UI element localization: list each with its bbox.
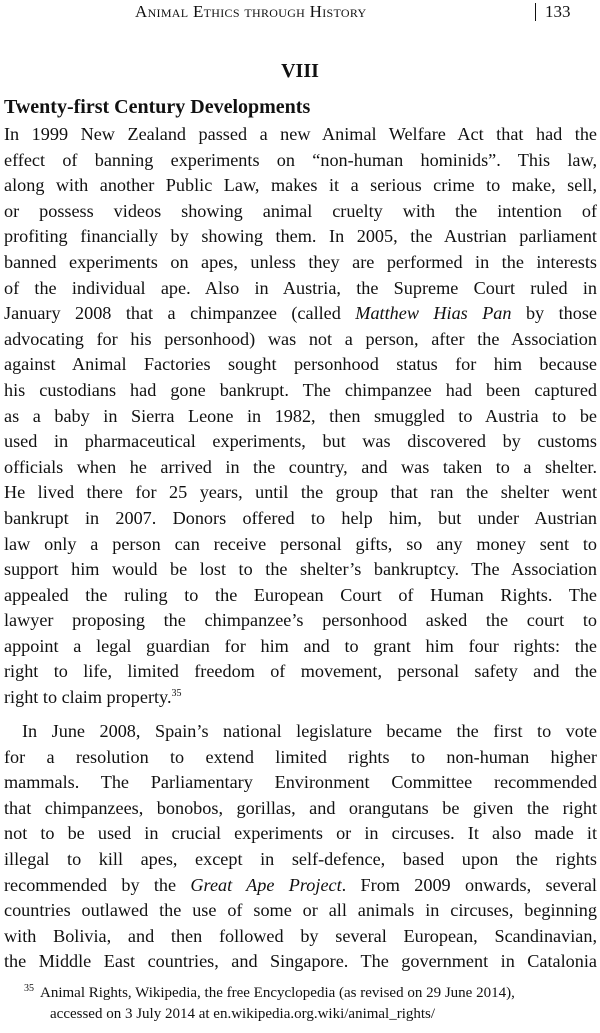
text-run: January 2008 that a chimpanzee (called [4, 303, 356, 324]
text-line [4, 301, 597, 327]
section-number: VIII [281, 60, 319, 82]
text-line: right to life, limited freedom of movement, personal safety and the [4, 661, 597, 682]
text-line: advocating for his personhood) was not a person, after the Association [4, 328, 597, 349]
text-run: recommended by the [4, 874, 191, 895]
text-line: illegal to kill apes, except in self-defence, based upon the rights [4, 848, 597, 869]
text-line: He lived there for 25 years, until the group that ran the shelter went [4, 482, 597, 503]
text-line: as a baby in Sierra Leone in 1982, then smuggled to Austria to be [4, 405, 597, 426]
text-run: by those [511, 303, 597, 324]
footnote-line [24, 983, 594, 1004]
text-line: In June 2008, Spain’s national legislature became the first to vote [22, 721, 597, 741]
running-title: Animal Ethics through History [135, 2, 367, 21]
header-separator [535, 3, 536, 21]
text-line: along with another Public Law, makes it a serious crime to make, sell, [4, 175, 597, 196]
text-line: not to be used in crucial experiments or in circuses. It also made it [4, 823, 597, 844]
text-line: his custodians had gone bankrupt. The chimpanzee had been captured [4, 379, 597, 400]
text-line [4, 873, 597, 899]
text-line: officials when he arrived in the country, and was taken to a shelter. [4, 456, 597, 477]
page-number: 133 [545, 2, 571, 21]
paragraph-2 [4, 719, 597, 975]
text-line: countries outlawed the use of some or all animals in circuses, beginning [4, 900, 597, 921]
footnote-line: accessed on 3 July 2014 at en.wikipedia.org.wiki/animal_rights/ [50, 1006, 436, 1022]
footnote-text: Animal Rights, Wikipedia, the free Encyclopedia (as revised on 29 June 2014), [40, 985, 515, 1001]
project-title: Great Ape Project [190, 874, 342, 895]
text-line: banned experiments on apes, unless they are performed in the interests [4, 251, 597, 272]
text-line: appealed the ruling to the European Court of Human Rights. The [4, 584, 597, 605]
footnote-reference: 35 [171, 688, 182, 699]
paragraph-1 [4, 122, 597, 711]
text-line: of the individual ape. Also in Austria, the Supreme Court ruled in [4, 277, 597, 298]
text-line: profiting financially by showing them. In 2005, the Austrian parliament [4, 226, 597, 247]
text-line: against Animal Factories sought personhood status for him because [4, 354, 597, 375]
text-line: lawyer proposing the chimpanzee’s personhood asked the court to [4, 610, 597, 631]
section-heading: Twenty-first Century Developments [4, 96, 311, 118]
text-line: used in pharmaceutical experiments, but was discovered by customs [4, 431, 597, 452]
text-line: with Bolivia, and then followed by several European, Scandinavian, [4, 925, 597, 946]
text-line: bankrupt in 2007. Donors offered to help him, but under Austrian [4, 507, 597, 528]
text-line: the Middle East countries, and Singapore. The government in Catalonia [4, 951, 597, 972]
text-line: that chimpanzees, bonobos, gorillas, and orangutans be given the right [4, 797, 597, 818]
text-line: law only a person can receive personal gifts, so any money sent to [4, 533, 597, 554]
footnotes [24, 983, 594, 1025]
text-line: effect of banning experiments on “non-human hominids”. This law, [4, 149, 597, 170]
text-run: . From 2009 onwards, several [341, 874, 597, 895]
text-line: support him would be lost to the shelter’s bankruptcy. The Association [4, 559, 597, 580]
text-line: appoint a legal guardian for him and to grant him four rights: the [4, 635, 597, 656]
text-line: In 1999 New Zealand passed a new Animal Welfare Act that had the [4, 124, 597, 144]
running-head [0, 0, 600, 24]
text-run: right to claim property. [4, 687, 172, 708]
text-line: for a resolution to extend limited rights to non-human higher [4, 746, 597, 767]
text-line: or possess videos showing animal cruelty with the intention of [4, 200, 597, 221]
footnote-number: 35 [24, 983, 34, 994]
chimpanzee-name: Matthew Hias Pan [355, 303, 512, 324]
text-line [4, 685, 597, 711]
text-line: mammals. The Parliamentary Environment Committee recommended [4, 772, 597, 793]
